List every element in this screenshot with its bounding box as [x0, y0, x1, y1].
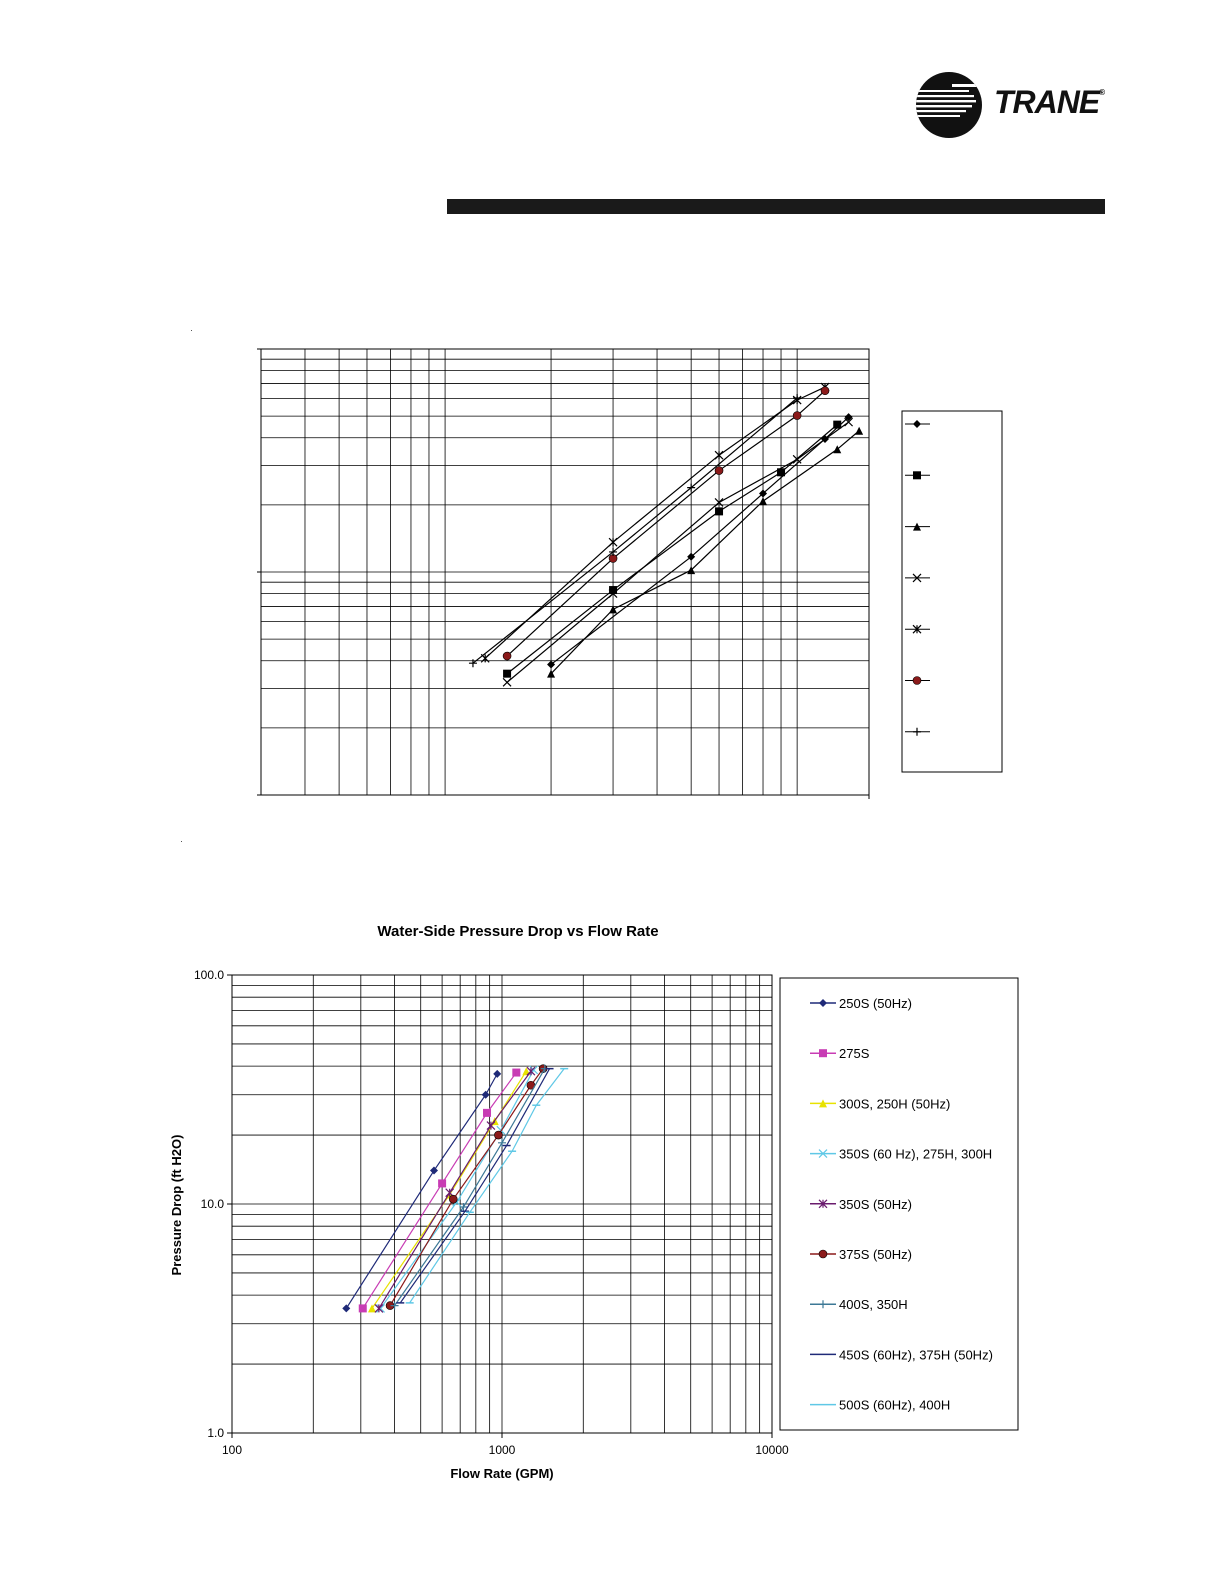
bottom-legend-marker: [819, 1049, 827, 1057]
bottom-data-point: [438, 1179, 446, 1187]
y-tick-label: 1.0: [207, 1426, 224, 1440]
bottom-chart-ylabel: Pressure Drop (ft H2O): [169, 1134, 184, 1276]
y-tick-label: 10.0: [200, 1197, 224, 1211]
bottom-legend-label: 500S (60Hz), 400H: [839, 1397, 951, 1413]
bottom-data-point: [449, 1195, 457, 1203]
x-tick-label: 1000: [488, 1443, 516, 1457]
bottom-legend-label: 350S (60 Hz), 275H, 300H: [839, 1146, 993, 1162]
bottom-data-point: [512, 1069, 520, 1077]
x-tick-label: 10000: [755, 1443, 789, 1457]
y-tick-label: 100.0: [193, 968, 224, 982]
x-tick-label: 100: [221, 1443, 243, 1457]
bottom-legend-label: 275S: [839, 1046, 870, 1062]
bottom-legend-label: 450S (60Hz), 375H (50Hz): [839, 1347, 993, 1363]
bottom-data-point: [359, 1304, 367, 1312]
bottom-chart-grid: [232, 975, 772, 1433]
bottom-data-point: [494, 1131, 502, 1139]
bottom-chart-xlabel: Flow Rate (GPM): [450, 1466, 554, 1481]
bottom-legend-label: 300S, 250H (50Hz): [839, 1096, 951, 1112]
bottom-legend-label: 375S (50Hz): [839, 1247, 912, 1262]
bottom-legend-label: 350S (50Hz): [839, 1196, 912, 1212]
bottom-chart-title: Water-Side Pressure Drop vs Flow Rate: [377, 923, 659, 940]
bottom-legend-label: 400S, 350H: [839, 1297, 908, 1313]
bottom-legend-marker: [819, 1250, 827, 1258]
bottom-legend-label: 250S (50Hz): [839, 996, 912, 1011]
bottom-data-point: [483, 1109, 491, 1117]
brand-wordmark: TRANE®: [994, 84, 1105, 120]
